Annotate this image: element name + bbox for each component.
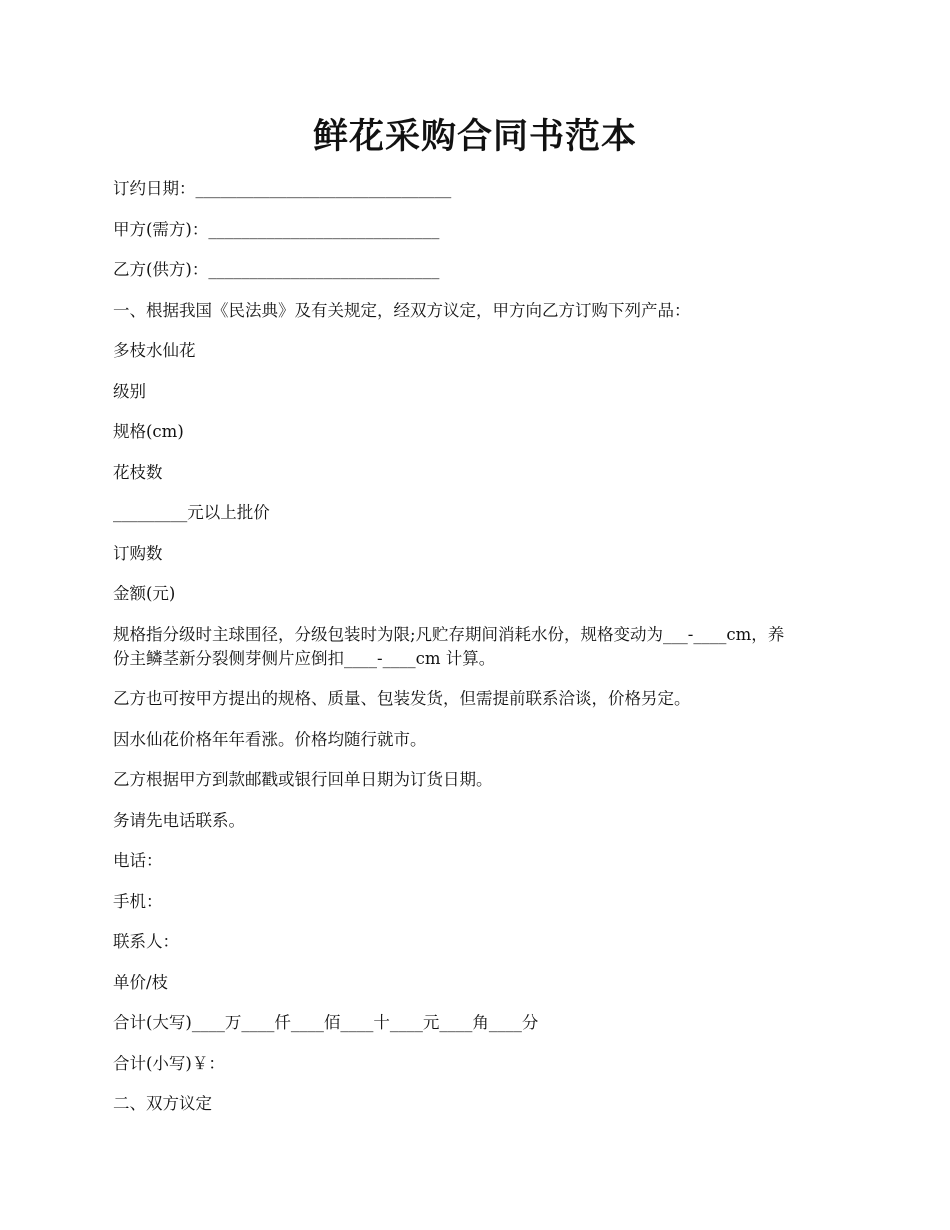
- document-body: [113, 177, 793, 1133]
- section-one-heading: 一、根据我国《民法典》及有关规定，经双方议定，甲方向乙方订购下列产品：: [113, 300, 691, 320]
- price-note-paragraph: 因水仙花价格年年看涨。价格均随行就市。: [113, 729, 427, 749]
- order-quantity-label: 订购数: [113, 543, 163, 563]
- wholesale-price-line: _________元以上批价: [113, 503, 270, 522]
- phone-line: 电话：: [113, 851, 163, 870]
- spec-note-paragraph: 规格指分级时主球围径，分级包装时为限;凡贮存期间消耗水份，规格变动为___-____cm，养份主鳞茎新分裂侧芽侧片应倒扣____-____cm 计算。: [113, 624, 785, 668]
- total-lowercase-line: 合计(小写)￥：: [113, 1053, 225, 1073]
- total-uppercase-line: 合计(大写)____万____仟____佰____十____元____角____分: [113, 1013, 539, 1032]
- amount-label: 金额(元): [113, 584, 176, 603]
- unit-price-label: 单价/枝: [113, 972, 169, 992]
- product-name: 多枝水仙花: [113, 341, 196, 360]
- party-a-line: 甲方(需方)：____________________________: [113, 219, 440, 239]
- order-date-paragraph: 乙方根据甲方到款邮戳或银行回单日期为订货日期。: [113, 770, 493, 789]
- stem-count-label: 花枝数: [113, 462, 163, 482]
- spec-label: 规格(cm): [113, 422, 184, 441]
- contact-note-paragraph: 务请先电话联系。: [113, 810, 245, 830]
- custom-order-paragraph: 乙方也可按甲方提出的规格、质量、包装发货，但需提前联系洽谈，价格另定。: [113, 689, 691, 708]
- mobile-line: 手机：: [113, 891, 163, 911]
- party-b-line: 乙方(供方)：____________________________: [113, 260, 440, 279]
- grade-label: 级别: [113, 381, 146, 401]
- contract-date-line: 订约日期：_______________________________: [113, 179, 452, 198]
- document-title: 鲜花采购合同书范本: [312, 116, 637, 157]
- section-two-heading: 二、双方议定: [113, 1094, 212, 1113]
- contact-person-line: 联系人：: [113, 932, 179, 951]
